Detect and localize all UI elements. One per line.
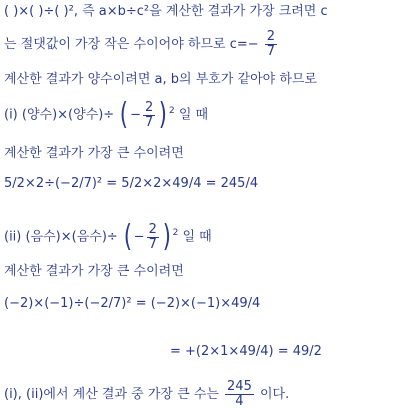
sign-condition-text: 계산한 결과가 양수이려면 a, b의 부호가 같아야 하므로: [4, 72, 317, 87]
case-2-result: = +(2×1×49/4) = 49/2: [170, 344, 322, 359]
case-1-label: (i) (양수)×(양수)÷: [4, 107, 115, 123]
line-9: [4, 296, 260, 312]
case-2-num: 2: [148, 221, 157, 237]
intro-text: ( )×( )÷( )², 즉 a×b÷c²을 계산한 결과가 가장 크려면 c: [4, 4, 328, 19]
c-fraction: [265, 30, 277, 59]
case-1-den: 7: [144, 114, 154, 130]
line-8: [4, 264, 184, 280]
case-2-suffix: 일 때: [182, 229, 212, 245]
close-paren-icon: ): [159, 97, 168, 132]
c-denominator: 7: [266, 44, 276, 59]
line-11: [4, 380, 289, 409]
case-2-label: (ii) (음수)×(음수)÷: [4, 229, 118, 245]
line-3: [4, 72, 317, 88]
conclusion-text: (i), (ii)에서 계산 결과 중 가장 큰 수는: [4, 387, 219, 402]
line-6: [4, 176, 258, 192]
case-1-num: 2: [144, 99, 154, 115]
case-2-fraction: [147, 223, 159, 252]
answer-fraction: [225, 380, 254, 409]
c-numerator: 2: [266, 29, 276, 44]
conclusion-suffix: 이다.: [260, 387, 290, 402]
case-1-fraction: [143, 101, 155, 130]
case-1-suffix: 일 때: [178, 107, 209, 123]
line-1: [4, 4, 328, 20]
line-4: (i) (양수)×(양수)÷ ( − $\frac{2}{7}$ ) $^2$ 일 때: [4, 97, 209, 132]
case-2-den: 7: [148, 236, 157, 252]
line-5: [4, 146, 184, 162]
answer-denominator: 4: [235, 394, 244, 409]
close-paren-icon: ): [162, 219, 171, 254]
max-condition-text-1: 계산한 결과가 가장 큰 수이려면: [4, 146, 184, 161]
line-2: [4, 30, 279, 59]
answer-numerator: 245: [227, 379, 252, 394]
open-paren-icon: (: [120, 97, 129, 132]
c-value-text: 는 절댓값이 가장 작은 수이어야 하므로 c=−: [4, 37, 259, 52]
open-paren-icon: (: [123, 219, 132, 254]
max-condition-text-2: 계산한 결과가 가장 큰 수이려면: [4, 264, 184, 279]
line-10: [170, 344, 322, 360]
line-7: (ii) (음수)×(음수)÷ ( − $\frac{2}{7}$ ) $^2$ 일 때: [4, 219, 212, 254]
case-2-calculation: (−2)×(−1)÷(−2/7)² = (−2)×(−1)×49/4: [4, 296, 261, 311]
case-1-calculation: 5/2×2÷(−2/7)² = 5/2×2×49/4 = 245/4: [4, 176, 259, 191]
